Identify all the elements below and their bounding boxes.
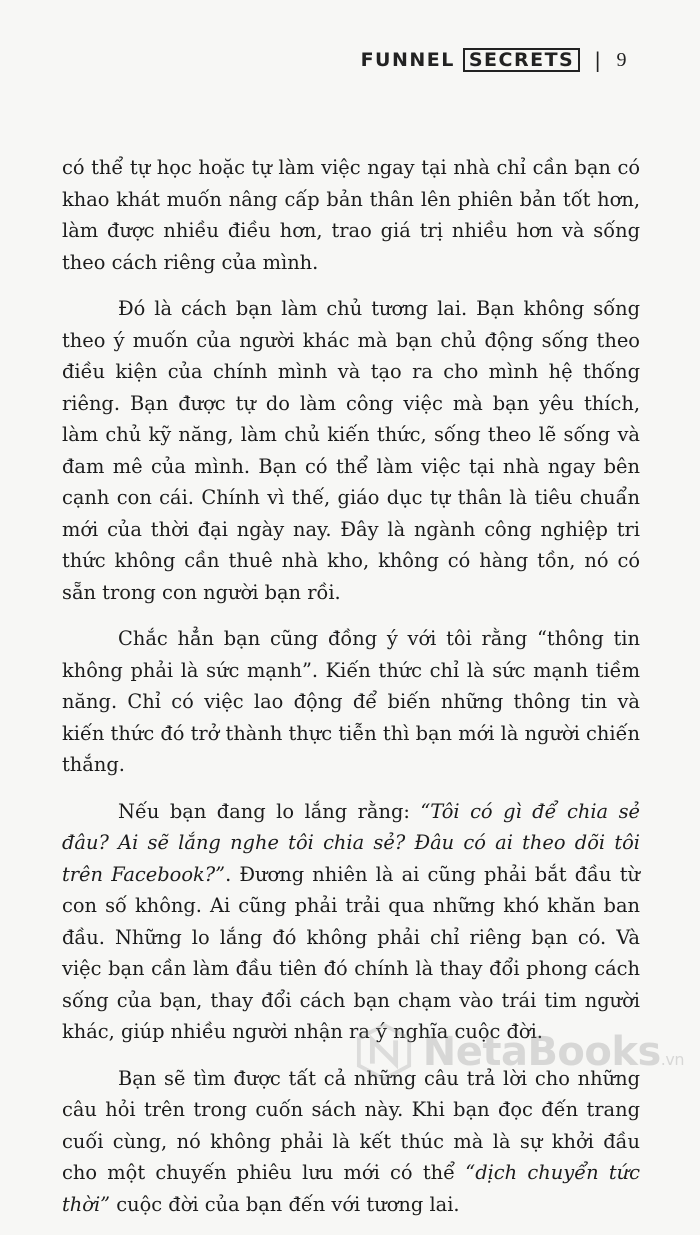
- paragraph-text: Bạn sẽ tìm được tất cả những câu trả lời cho những câu hỏi trên trong cuốn sách này. Khi bạn đọc đến trang cuối cùng, nó không phải là kết thúc mà là sự khởi đầu cho một chuyến phiêu lưu mới có thể: [62, 1066, 640, 1184]
- watermark-domain: .vn: [660, 1050, 684, 1069]
- paragraph-1: [62, 152, 640, 278]
- paragraph-text: Chắc hẳn bạn cũng đồng ý với tôi rằng “thông tin không phải là sức mạnh”. Kiến thức chỉ là sức mạnh tiềm năng. Chỉ có việc lao động để biến những thông tin và kiến thức đó trở thành thực tiễn thì bạn mới là người chiến thắng.: [62, 627, 640, 776]
- book-title-funnel: FUNNEL: [360, 49, 455, 71]
- header-separator: |: [594, 48, 603, 72]
- paragraph-text: Đó là cách bạn làm chủ tương lai. Bạn không sống theo ý muốn của người khác mà bạn chủ động sống theo điều kiện của chính mình và tạo ra cho mình hệ thống riêng. Bạn được tự do làm công việc mà bạn yêu thích, làm chủ kỹ năng, làm chủ kiến thức, sống theo lẽ sống và đam mê của mình. Bạn có thể làm việc tại nhà ngay bên cạnh con cái. Chính vì thế, giáo dục tự thân là tiêu chuẩn mới của thời đại ngày nay. Đây là ngành công nghiệp tri thức không cần thuê nhà kho, không có hàng tồn, nó có sẵn trong con người bạn rồi.: [62, 297, 640, 604]
- paragraph-5: [62, 1063, 640, 1221]
- watermark: [355, 1023, 684, 1081]
- paragraph-4: [62, 796, 640, 1048]
- watermark-text: [423, 1029, 684, 1075]
- italic-quote: “Tôi có gì để chia sẻ đâu? Ai sẽ lắng nghe tôi chia sẻ? Đâu có ai theo dõi tôi trên Facebook?”: [62, 799, 640, 886]
- book-title-secrets: SECRETS: [463, 48, 580, 72]
- paragraph-text: . Đương nhiên là ai cũng phải bắt đầu từ con số không. Ai cũng phải trải qua những khó khăn ban đầu. Những lo lắng đó không phải chỉ riêng bạn có. Và việc bạn cần làm đầu tiên đó chính là thay đổi phong cách sống của bạn, thay đổi cách bạn chạm vào trái tim người khác, giúp nhiều người nhận ra ý nghĩa cuộc đời.: [62, 862, 640, 1043]
- italic-quote: “dịch chuyển tức thời”: [62, 1161, 640, 1216]
- running-header: [361, 48, 628, 72]
- paragraph-2: [62, 293, 640, 608]
- paragraph-text: cuộc đời của bạn đến với tương lai.: [110, 1192, 460, 1216]
- paragraph-text: có thể tự học hoặc tự làm việc ngay tại nhà chỉ cần bạn có khao khát muốn nâng cấp bản thân lên phiên bản tốt hơn, làm được nhiều điều hơn, trao giá trị nhiều hơn và sống theo cách riêng của mình.: [62, 156, 640, 274]
- netabooks-logo-icon: [355, 1023, 413, 1081]
- watermark-brand: NetaBooks: [422, 1029, 661, 1075]
- paragraph-3: [62, 623, 640, 781]
- page-number: 9: [616, 48, 628, 71]
- paragraph-text: Nếu bạn đang lo lắng rằng:: [118, 799, 421, 823]
